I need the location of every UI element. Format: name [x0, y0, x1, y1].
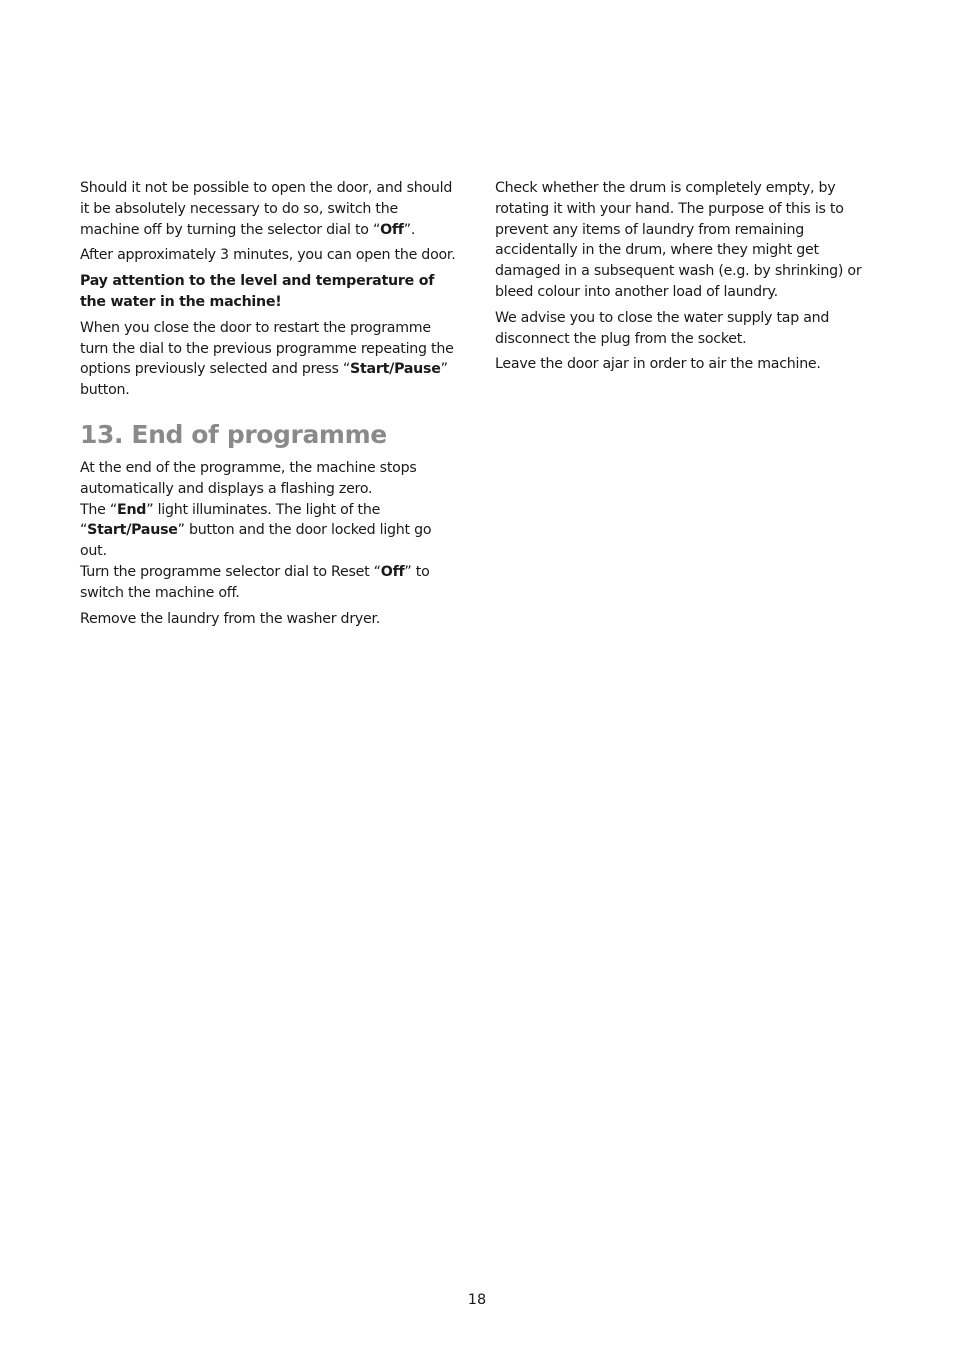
page-number: 18 [467, 1292, 487, 1308]
off-term: Off [380, 563, 405, 580]
water-tap-paragraph: We advise you to close the water supply tap and disconnect the plug from the socket. [495, 309, 830, 347]
right-column [495, 178, 877, 380]
warning-paragraph: Pay attention to the level and temperature of the water in the machine! [80, 273, 435, 310]
remove-laundry-paragraph: Remove the laundry from the washer dryer. [80, 610, 381, 627]
end-stops-paragraph: At the end of the programme, the machine stops automatically and displays a flashing zero. [80, 459, 417, 497]
off-term: Off [380, 221, 404, 238]
end-light-paragraph: The “End” light illuminates. The light of the “Start/Pause” button and the door locked light go out. [80, 501, 432, 560]
left-column [80, 178, 458, 634]
start-pause-term: Start/Pause [87, 522, 178, 539]
wait-paragraph: After approximately 3 minutes, you can open the door. [80, 247, 456, 264]
reset-paragraph: Turn the programme selector dial to Reset “Off” to switch the machine off. [80, 563, 430, 601]
end-term: End [117, 501, 147, 518]
restart-paragraph: When you close the door to restart the programme turn the dial to the previous programme repeating the options previously selected and press “Start/Pause” button. [80, 319, 454, 399]
section-heading: 13. End of programme [80, 419, 387, 449]
start-pause-term: Start/Pause [350, 361, 441, 378]
door-open-paragraph: Should it not be possible to open the door, and should it be absolutely necessary to do so, switch the machine off by turning the selector dial to “Off”. [80, 180, 453, 238]
drum-check-paragraph: Check whether the drum is completely empty, by rotating it with your hand. The purpose of this is to prevent any items of laundry from remaining accidentally in the drum, where they might get damaged in a subsequent wash (e.g. by shrinking) or bleed colour into another load of laundry. [495, 180, 862, 300]
door-ajar-paragraph: Leave the door ajar in order to air the machine. [495, 356, 821, 373]
